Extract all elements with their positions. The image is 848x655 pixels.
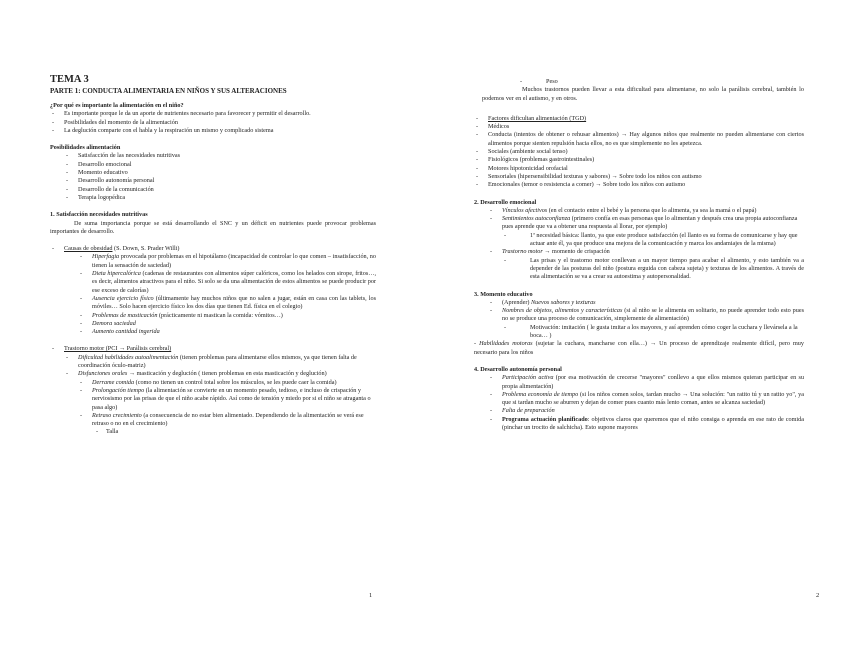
obesity-causes-list [50,253,376,336]
possibilities-list [50,152,376,202]
item-lead: Retraso crecimiento [92,411,142,419]
section-4-list [474,374,804,432]
item-lead: Nuevos sabores y texturas [531,298,596,306]
item-lead: Sentimientos autoconfianza [502,215,571,223]
list-item [50,412,376,429]
section-1-paragraph: De suma importancia porque se está desarrollando el SNC y un déficit en nutrientes puede provocar problemas importantes de desarrollo. [50,219,376,235]
item-text: (por esa motivación de crecerse "mayores" conllevo a que ellos mismos quieran participar en su propia alimentación) [502,374,804,390]
document-title: TEMA 3 [50,74,89,85]
list-item: - Terapia logopédica [50,194,376,202]
motor-heading-item [50,345,376,353]
list-item: - Las prisas y el trastorno motor conllevan a un mayor tiempo para acabar el alimento, y esto también va a depender de las posturas del niño (postura erguida con cabeza sujeta) y texturas de los alimentos. A través de esta alimentación se va a crear su autoestima y autopersonalidad. [474,257,804,282]
page-number: 1 [369,592,373,599]
list-item: - Médicos [474,123,804,131]
item-lead: Participación activa [502,374,554,382]
weight-sublist [474,78,804,86]
item-text: (si los niños comen solos, tardan mucho → Una solución: "un ratito tú y un ratito yo", ya que si tardan mucho se aburren y dejan de comer pues cuanto más lento coman, antes se alcanza saciedad) [502,390,804,407]
item-lead: Programa actuación planificado [502,415,588,423]
page-2-content [474,78,804,432]
oral-dysfunction-list [50,379,376,429]
question-list [50,110,376,135]
list-item [50,370,376,378]
list-item [474,416,804,433]
item-text: (sujetar la cuchara, mancharse con ella…) → Un proceso de aprendizaje realmente difícil, pero muy necesario para los niños [474,340,804,356]
section-2-heading: 2. Desarrollo emocional [474,198,537,206]
motor-block [50,345,376,353]
item-text: : objetivos claros que queremos que el niño consiga o aprenda en ese rato de comida (pinchar un trocito de salchicha). Esto supone mayores [502,415,804,431]
list-item [50,295,376,312]
list-item [50,320,376,328]
list-item: - Satisfacción de las necesidades nutritivas [50,152,376,160]
item-text: → masticación y deglución ( tienen problemas en esta masticación y deglución) [127,370,327,378]
section-3-heading: 3. Momento educativo [474,290,533,298]
list-item: - 1ª necesidad básica: llanto, ya que este produce satisfacción (el llanto es su forma de comunicarse y hay que actuar ante él, ya que produce una mejora de la comunicación y marca los andamiajes de la misma) [474,232,804,249]
page-1-content [50,74,376,437]
item-lead: Prolongación tiempo [92,386,145,394]
list-item [50,253,376,270]
item-text: (la alimentación se convierte en un momento pesado, tedioso, e incluso de crispación y nerviosismo por las prisas de que el niño acabe rápido. Así como de tensión y miedo por si el niño se atraganta o pasa algo) [92,386,371,411]
part-heading: PARTE 1: CONDUCTA ALIMENTARIA EN NIÑOS Y SUS ALTERACIONES [50,87,287,95]
list-item: - La deglución comparte con el habla y la respiración un mismo y complicado sistema [50,127,376,135]
motor-skills-paragraph: - Habilidades motoras (sujetar la cuchara, mancharse con ella…) → Un proceso de aprendizaje realmente difícil, pero muy necesario para los niños [474,340,804,356]
list-item [474,307,804,324]
page-number: 2 [816,592,820,599]
item-text: (cadenas de restaurantes con alimentos súper calóricos, como los helados con sirope, fritos…, es decir, alimentos atractivos para el niño. Si solo se da una alimentación de estos alimentos se puede producir por ese exceso de calorías) [92,270,376,294]
list-item [474,391,804,408]
item-text: (si al niño se le alimenta en solitario, no puede aprender todo esto pues no se produce una proceso de comunicación, simplemente de alimentación) [502,307,804,323]
list-item [474,407,804,415]
list-item: - Motivación: imitación ( le gusta imitar a los mayores, y así aprenden cómo coger la cuchara y llevársela a la boca… ) [474,324,804,341]
list-item: - Momento educativo [50,169,376,177]
list-item [474,374,804,391]
list-item: - Emocionales (temor o resistencia a comer) → Sobre todo los niños con autismo [474,181,804,189]
list-item: - Es importante porque le da un aporte de nutrientes necesario para favorecer y permitir el desarrollo. [50,110,376,118]
item-lead: Dificultad habilidades autoalimentación [78,353,179,361]
item-text: (primero confía en esas personas que lo alimentan y después crea una propia autoconfianza pues aprende que va a obtener una respuesta al llorar, por ejemplo) [502,215,798,231]
item-lead: Nombres de objetos, alimentos y características [502,307,623,315]
list-item: - Talla [50,428,376,436]
list-item: - Fisiológicos (problemas gastrointestinales) [474,156,804,164]
obesity-heading: Causas de obesidad [64,245,113,253]
item-text: (a consecuencia de no estar bien alimentado. Dependiendo de la alimentación se verá ese retraso o no en el crecimiento) [92,411,364,428]
list-item [50,312,376,320]
item-prefix: (Aprender) [502,298,532,306]
item-lead: Aumento cantidad ingerida [92,328,160,336]
list-item: - Sociales (ambiente social tenso) [474,148,804,156]
list-item [50,354,376,371]
item-text: (como no tienen un control total sobre los músculos, se les puede caer la comida) [134,378,337,386]
item-lead: Ausencia ejercicio físico [92,294,154,302]
item-text: provocada por problemas en el hipotálamo (incapacidad de controlar lo que comen – insatisfacción, no tienen la sensación de saciedad) [92,253,376,269]
obesity-heading-tail: (S. Down, S. Prader Willi) [112,245,180,253]
factors-heading-item [474,115,804,123]
item-text: (últimamente hay muchos niños que no salen a jugar, están en casa con las tablets, los móviles… Solo hacen ejercicio físico los dos días que tienen Ed. física en el colegio) [92,294,376,311]
paragraph: Muchos trastornos pueden llevar a esta dificultad para alimentarse, no solo la parálisis cerebral, también lo podemos ver en el autismo, y en otros. [482,86,804,102]
factors-heading: Factores dificultan alimentación (TGD) [488,114,587,122]
list-item: - Conducta (intentos de obtener o rehusar alimentos) → Hay algunos niños que realmente no pueden alimentarse con ciertos alimentos porque sienten repulsión hacia ellos, no es que simplemente no les apetezca. [474,131,804,148]
item-text: (tienen problemas para alimentarse ellos mismos, ya que tienen falta de coordinación óculo-matriz) [78,353,357,370]
list-item [474,299,804,307]
item-text: (prácticamente ni mastican la comida: vómitos…) [157,311,283,319]
list-item: - Motores hipotonicidad orofacial [474,165,804,173]
item-lead: Hiperfagia [92,253,120,261]
item-text: → momento de crispación [542,248,610,256]
item-lead: Demora saciedad [92,319,136,327]
section-1-heading: 1. Satisfacción necesidades nutritivas [50,211,148,219]
section-2-list [474,207,804,282]
list-item: - Desarrollo autonomía personal [50,177,376,185]
list-item: - Sensoriales (hipersensibilidad texturas y sabores) → Sobre todo los niños con autismo [474,173,804,181]
item-lead: Problema economía de tiempo [502,390,579,398]
page-2 [424,0,848,655]
possibilities-heading: Posibilidades alimentación [50,144,121,152]
growth-sublist [50,428,376,436]
list-item [50,328,376,336]
item-text: (en el contacto entre el bebé y la persona que lo alimenta, ya sea la mamá o el papá) [547,206,757,214]
item-lead: Disfunciones orales [78,370,128,378]
motor-list [50,354,376,379]
list-item [50,270,376,295]
list-item [50,379,376,387]
motor-heading: Trastorno motor (PCI → Parálisis cerebral) [64,345,172,353]
list-item [474,207,804,215]
item-lead: Vínculos afectivos [502,206,548,214]
list-item: - Desarrollo de la comunicación [50,186,376,194]
item-lead: Falta de preparación [502,407,555,415]
item-lead: Habilidades motoras [479,340,533,348]
list-item: - Desarrollo emocional [50,161,376,169]
section-4-heading: 4. Desarrollo autonomía personal [474,365,562,373]
obesity-block [50,245,376,253]
list-item [50,387,376,412]
list-item: - Posibilidades del momento de la alimentación [50,119,376,127]
item-lead: Trastorno motor [502,248,543,256]
list-item [474,248,804,256]
item-lead: Derrame comida [92,378,135,386]
obesity-heading-item [50,245,376,253]
item-lead: Dieta hipercalórica [92,270,141,278]
factors-block [474,115,804,190]
item-lead: Problemas de masticación [92,311,158,319]
question-heading: ¿Por qué es importante la alimentación en el niño? [50,102,184,109]
list-item [474,215,804,232]
list-item: - Peso [474,78,804,86]
section-3-list [474,299,804,340]
